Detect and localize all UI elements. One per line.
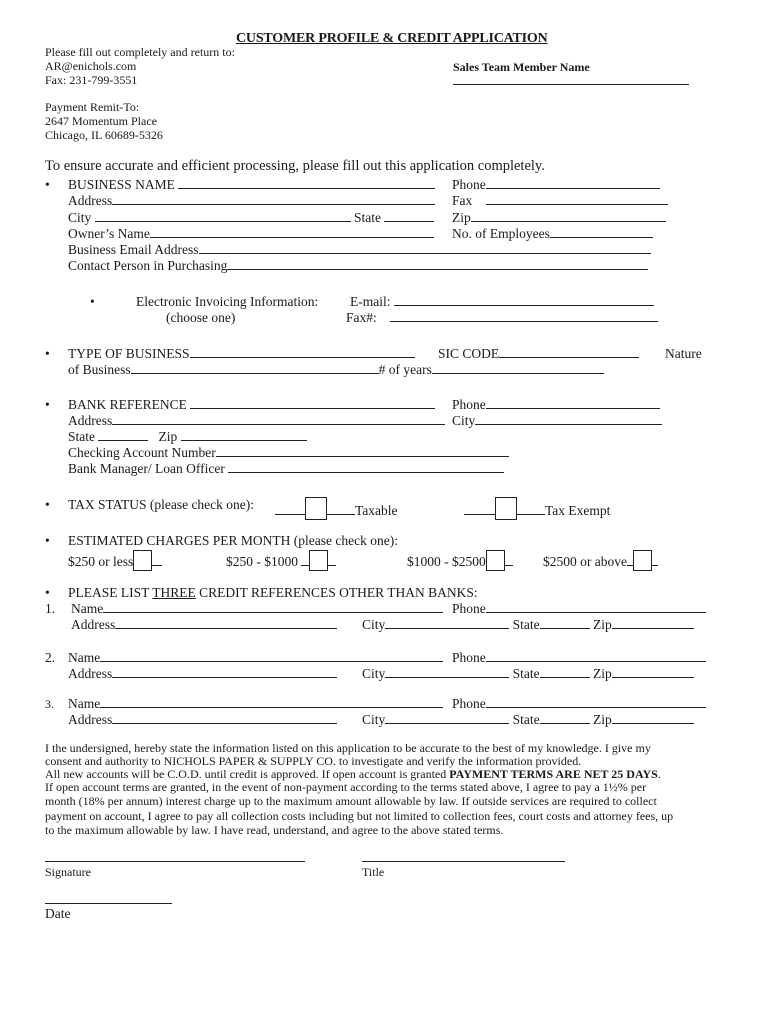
invoicing-fax-label: Fax#:: [346, 310, 377, 325]
charges-opt4: [543, 550, 658, 571]
business-type-field[interactable]: [190, 346, 415, 358]
sic-label: SIC CODE: [438, 346, 500, 361]
ref3-phone-label: Phone: [452, 696, 486, 711]
credit-refs-label-pre: PLEASE LIST: [68, 585, 153, 600]
ref2-zip-field[interactable]: [612, 666, 694, 678]
ref3-name-row: [68, 696, 443, 712]
contact-person-label: Contact Person in Purchasing: [68, 258, 228, 273]
ref2-name-field[interactable]: [100, 650, 443, 662]
terms-line-3a: All new accounts will be C.O.D. until credit is approved. If open account is granted: [45, 767, 450, 781]
ref1-phone-label: Phone: [452, 601, 486, 616]
sales-team-label: Sales Team Member Name: [453, 60, 590, 74]
bank-city-field[interactable]: [475, 413, 662, 425]
ref2-number: 2.: [45, 650, 56, 665]
sic-field[interactable]: [499, 346, 639, 358]
bank-state-field[interactable]: [98, 429, 148, 441]
credit-refs-label-three: THREE: [152, 585, 196, 600]
owner-label: Owner’s Name: [68, 226, 150, 241]
business-phone-field[interactable]: [486, 177, 660, 189]
bank-zip-label: Zip: [158, 429, 178, 444]
employees-field[interactable]: [550, 226, 653, 238]
bank-address-row: [68, 413, 445, 429]
business-city-row: [68, 210, 434, 226]
terms-line-7: to the maximum allowable by law. I have read, understand, and agree to the above stated terms.: [45, 823, 504, 837]
business-fax-field[interactable]: [486, 193, 668, 205]
ref2-phone-label: Phone: [452, 650, 486, 665]
ref1-state-field[interactable]: [540, 617, 590, 629]
business-phone-label: Phone: [452, 177, 486, 192]
ref2-city-label: City: [362, 666, 386, 681]
manager-field[interactable]: [228, 461, 504, 473]
years-label: # of years: [378, 362, 432, 377]
bullet: •: [45, 497, 50, 512]
charges-opt1-label: $250 or less: [68, 554, 134, 569]
owner-field[interactable]: [150, 226, 434, 238]
terms-line-4: If open account terms are granted, in the event of non-payment according to the terms stated above, I agree to pay a 1½% per: [45, 780, 647, 794]
ref1-number: 1.: [45, 601, 56, 616]
bank-state-label: State: [68, 429, 95, 444]
business-phone-row: [452, 177, 660, 193]
tax-exempt-line: [517, 503, 545, 515]
sic-row: [438, 346, 639, 362]
tax-status-label: TAX STATUS (please check one):: [68, 497, 255, 512]
ref2-name-row: [68, 650, 443, 666]
business-zip-row: [452, 210, 666, 226]
business-state-label: State: [354, 210, 382, 225]
ref3-city-field[interactable]: [385, 712, 509, 724]
business-email-field[interactable]: [199, 242, 651, 254]
business-type-label: TYPE OF BUSINESS: [68, 346, 190, 361]
tax-exempt-option: [464, 497, 610, 520]
bank-phone-label: Phone: [452, 397, 486, 412]
ref3-address-field[interactable]: [112, 712, 337, 724]
bank-reference-row: [68, 397, 435, 413]
business-email-label: Business Email Address: [68, 242, 199, 257]
tax-taxable-label: Taxable: [355, 503, 398, 518]
bullet: •: [45, 346, 50, 361]
ref3-state-field[interactable]: [540, 712, 590, 724]
bullet: •: [45, 533, 50, 548]
charges-opt2: [226, 550, 336, 571]
credit-refs-label-post: CREDIT REFERENCES OTHER THAN BANKS:: [195, 585, 478, 600]
ref1-address-label: Address: [71, 617, 116, 632]
tax-exempt-checkbox[interactable]: [495, 497, 517, 520]
remit-street: 2647 Momentum Place: [45, 114, 157, 128]
ref1-zip-label: Zip: [593, 617, 612, 632]
bank-state-row: [68, 429, 307, 445]
ref3-city-label: City: [362, 712, 386, 727]
ref3-address-row: [68, 712, 337, 728]
invoicing-fax-field[interactable]: [390, 310, 658, 322]
signature-label: Signature: [45, 865, 91, 879]
business-type-row: [68, 346, 415, 362]
charges-opt3-label: $1000 - $2500: [407, 554, 486, 569]
bank-reference-field[interactable]: [190, 397, 435, 409]
ref2-city-row: [362, 666, 694, 682]
ref2-address-field[interactable]: [112, 666, 337, 678]
charges-opt1-line: [152, 554, 162, 566]
bullet: •: [90, 294, 95, 309]
charges-opt3: [407, 550, 513, 571]
nature-field[interactable]: [131, 362, 379, 374]
checking-field[interactable]: [216, 445, 509, 457]
contact-person-field[interactable]: [227, 258, 648, 270]
ref2-state-field[interactable]: [540, 666, 590, 678]
charges-opt3-line: [505, 554, 513, 566]
charges-opt3-checkbox[interactable]: [486, 550, 505, 571]
ref1-address-row: [71, 617, 337, 633]
employees-label: No. of Employees: [452, 226, 550, 241]
ref3-name-field[interactable]: [100, 696, 443, 708]
ref1-city-label: City: [362, 617, 386, 632]
ref2-state-label: State: [512, 666, 540, 681]
terms-line-3c: .: [657, 767, 661, 781]
business-name-label: BUSINESS NAME: [68, 177, 175, 192]
bank-reference-label: BANK REFERENCE: [68, 397, 187, 412]
business-address-field[interactable]: [112, 193, 435, 205]
ref1-phone-row: [452, 601, 706, 617]
bank-city-row: [452, 413, 662, 429]
employees-row: [452, 226, 653, 242]
tax-taxable-option: [275, 497, 398, 520]
business-address-row: [68, 193, 435, 209]
invoicing-email-label: E-mail:: [350, 294, 391, 309]
owner-row: [68, 226, 434, 242]
ref2-city-field[interactable]: [385, 666, 509, 678]
checking-row: [68, 445, 509, 461]
charges-opt4-checkbox[interactable]: [633, 550, 652, 571]
checking-label: Checking Account Number: [68, 445, 216, 460]
years-field[interactable]: [432, 362, 604, 374]
ref1-city-field[interactable]: [385, 617, 509, 629]
title-label: Title: [362, 865, 385, 879]
of-business-label: of Business: [68, 362, 131, 377]
charges-opt2-checkbox[interactable]: [309, 550, 328, 571]
contact-email: AR@enichols.com: [45, 59, 137, 73]
title-line[interactable]: [362, 861, 565, 862]
business-city-label: City: [68, 210, 92, 225]
bank-phone-field[interactable]: [486, 397, 660, 409]
signature-line[interactable]: [45, 861, 305, 862]
bullet: •: [45, 177, 50, 192]
tax-taxable-checkbox[interactable]: [305, 497, 327, 520]
terms-line-2: consent and authority to NICHOLS PAPER & SUPPLY CO. to investigate and verify the information provided.: [45, 754, 582, 768]
business-zip-field[interactable]: [471, 210, 666, 222]
terms-line-6: payment on account, I agree to pay all collection costs including but not limited to collection fees, court costs and attorney fees, up: [45, 809, 674, 823]
tax-exempt-label: Tax Exempt: [545, 503, 611, 518]
bank-city-label: City: [452, 413, 476, 428]
charges-opt2-line: [328, 554, 336, 566]
ref2-phone-row: [452, 650, 706, 666]
charges-opt2-label: $250 - $1000: [226, 554, 298, 569]
invoicing-label: Electronic Invoicing Information:: [136, 294, 319, 309]
ref2-phone-field[interactable]: [486, 650, 706, 662]
intro-text: To ensure accurate and efficient processing, please fill out this application completely.: [45, 158, 545, 174]
ref1-phone-field[interactable]: [486, 601, 706, 613]
date-label: Date: [45, 906, 71, 921]
ref3-name-label: Name: [68, 696, 101, 711]
business-zip-label: Zip: [452, 210, 471, 225]
ref3-address-label: Address: [68, 712, 113, 727]
ref3-state-label: State: [512, 712, 540, 727]
bank-zip-field[interactable]: [181, 429, 307, 441]
date-line[interactable]: [45, 903, 172, 904]
tax-taxable-line: [275, 503, 305, 515]
business-address-label: Address: [68, 193, 113, 208]
ref1-address-field[interactable]: [115, 617, 337, 629]
tax-taxable-line: [327, 503, 355, 515]
charges-opt4-label: $2500 or above: [543, 554, 627, 569]
bank-phone-row: [452, 397, 660, 413]
business-fax-row: [452, 193, 668, 209]
business-city-field[interactable]: [95, 210, 351, 222]
ref2-address-row: [68, 666, 337, 682]
ref1-name-row: [71, 601, 443, 617]
nature-row: [68, 362, 604, 378]
ref1-zip-field[interactable]: [612, 617, 694, 629]
ref2-zip-label: Zip: [593, 666, 612, 681]
ref1-name-label: Name: [71, 601, 104, 616]
invoicing-email-field[interactable]: [394, 294, 654, 306]
bank-address-field[interactable]: [112, 413, 445, 425]
ref2-name-label: Name: [68, 650, 101, 665]
bank-address-label: Address: [68, 413, 113, 428]
charges-label: ESTIMATED CHARGES PER MONTH (please check one):: [68, 533, 398, 548]
business-email-row: [68, 242, 651, 258]
ref1-name-field[interactable]: [103, 601, 443, 613]
sales-team-line[interactable]: [453, 84, 689, 85]
nature-label: Nature: [665, 346, 702, 361]
business-state-field[interactable]: [384, 210, 434, 222]
business-name-field[interactable]: [178, 177, 435, 189]
manager-row: [68, 461, 504, 477]
ref3-zip-field[interactable]: [612, 712, 694, 724]
manager-label: Bank Manager/ Loan Officer: [68, 461, 225, 476]
business-fax-label: Fax: [452, 193, 473, 208]
business-name-row: [68, 177, 435, 193]
charges-opt4-line: [652, 554, 658, 566]
invoicing-fax-row: [346, 310, 658, 326]
ref3-zip-label: Zip: [593, 712, 612, 727]
bullet: •: [45, 585, 50, 600]
ref3-number: 3.: [45, 697, 54, 711]
remit-city: Chicago, IL 60689-5326: [45, 128, 163, 142]
payment-terms-text: PAYMENT TERMS ARE NET 25 DAYS: [449, 767, 658, 781]
terms-line-1: I the undersigned, hereby state the information listed on this application to be accurate to the best of my knowledge. I give my: [45, 741, 651, 755]
ref2-address-label: Address: [68, 666, 113, 681]
bullet: •: [45, 397, 50, 412]
ref3-city-row: [362, 712, 694, 728]
ref1-city-row: [362, 617, 694, 633]
ref3-phone-row: [452, 696, 706, 712]
invoicing-choose: (choose one): [166, 310, 236, 325]
terms-line-5: month (18% per annum) interest charge up to the maximum amount allowable by law. If outside services are required to collect: [45, 794, 657, 808]
remit-label: Payment Remit-To:: [45, 100, 140, 114]
ref1-state-label: State: [512, 617, 540, 632]
credit-refs-heading: [68, 585, 478, 601]
instructions-text: Please fill out completely and return to:: [45, 45, 235, 59]
tax-exempt-line: [464, 503, 495, 515]
charges-opt1-checkbox[interactable]: [133, 550, 152, 571]
page-title: CUSTOMER PROFILE & CREDIT APPLICATION: [236, 31, 548, 46]
charges-opt2-line: [301, 554, 309, 566]
contact-fax: Fax: 231-799-3551: [45, 73, 138, 87]
contact-person-row: [68, 258, 648, 274]
ref3-phone-field[interactable]: [486, 696, 706, 708]
invoicing-email-row: [350, 294, 654, 310]
charges-opt1: [68, 550, 162, 571]
